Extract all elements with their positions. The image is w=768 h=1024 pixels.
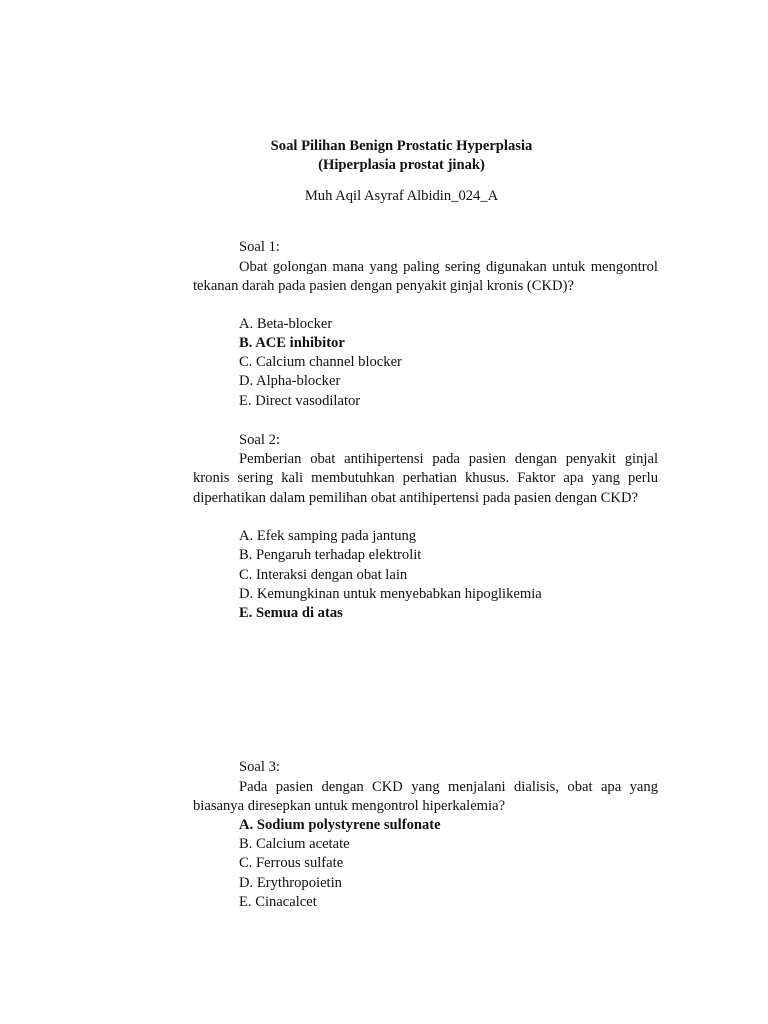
question-2-option-e: E. Semua di atas: [239, 605, 343, 621]
question-1-option-b: B. ACE inhibitor: [239, 335, 345, 351]
document-title-line2: (Hiperplasia prostat jinak): [318, 157, 485, 173]
question-1-text: Obat golongan mana yang paling sering digunakan untuk mengontrol tekanan darah pada pasien dengan penyakit ginjal kronis (CKD)?: [193, 259, 658, 295]
question-1-option-d: D. Alpha-blocker: [239, 373, 341, 389]
question-3-label: Soal 3:: [239, 759, 280, 775]
question-1-option-c: C. Calcium channel blocker: [239, 354, 402, 370]
question-3-option-b: B. Calcium acetate: [239, 836, 350, 852]
question-3-option-d: D. Erythropoietin: [239, 875, 342, 891]
author-line: Muh Aqil Asyraf Albidin_024_A: [304, 188, 499, 204]
question-3-option-e: E. Cinacalcet: [239, 894, 317, 910]
question-2-option-a: A. Efek samping pada jantung: [239, 528, 417, 544]
question-2-option-d: D. Kemungkinan untuk menyebabkan hipoglikemia: [239, 586, 542, 602]
question-2-option-c: C. Interaksi dengan obat lain: [239, 567, 408, 583]
question-2-option-b: B. Pengaruh terhadap elektrolit: [239, 547, 422, 563]
question-1-option-a: A. Beta-blocker: [239, 316, 333, 332]
question-3-option-a: A. Sodium polystyrene sulfonate: [239, 817, 441, 833]
question-2-text: Pemberian obat antihipertensi pada pasien dengan penyakit ginjal kronis sering kali membutuhkan perhatian khusus. Faktor apa yang perlu diperhatikan dalam pemilihan obat antihipertensi pada pasien dengan CKD?: [193, 451, 658, 506]
question-3-text: Pada pasien dengan CKD yang menjalani dialisis, obat apa yang biasanya diresepkan untuk mengontrol hiperkalemia?: [193, 779, 658, 815]
document-title-line1: Soal Pilihan Benign Prostatic Hyperplasia: [270, 138, 533, 154]
question-1-option-e: E. Direct vasodilator: [239, 393, 361, 409]
question-3-option-c: C. Ferrous sulfate: [239, 855, 344, 871]
question-2-label: Soal 2:: [239, 432, 280, 448]
question-1-label: Soal 1:: [239, 239, 280, 255]
